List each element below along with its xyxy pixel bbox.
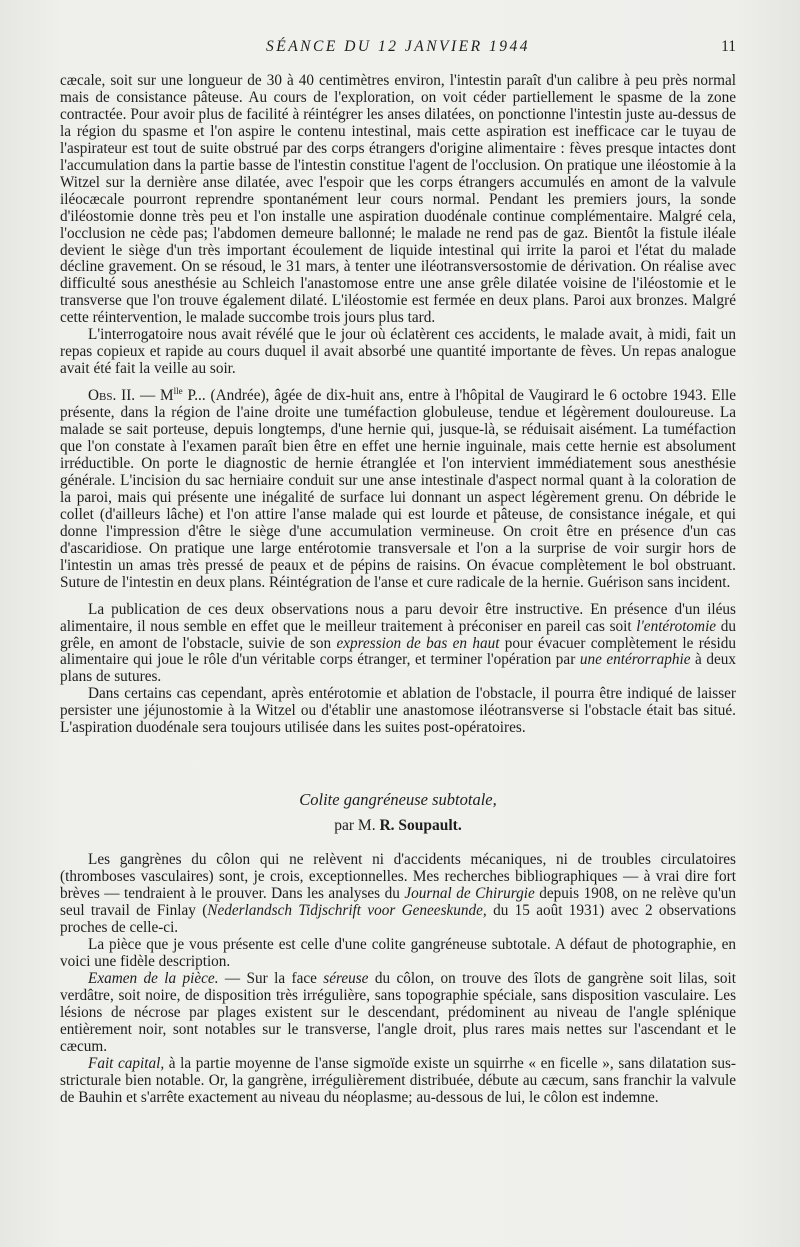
italic-run: Examen de la pièce. (88, 969, 219, 987)
body-text (60, 73, 736, 1107)
italic-run: expression de bas en haut (336, 634, 500, 652)
observation-title-prefix: M (160, 387, 174, 405)
observation-label: Obs. II. (88, 387, 136, 405)
section-title: Colite gangréneuse subtotale, (299, 790, 497, 810)
paragraph-interrogatoire: L'interrogatoire nous avait révélé que le jour où éclatèrent ces accidents, le malade avait, à midi, fait un repas copieux et rapide au cours duquel il avait absorbé une quantité importante de fèves. Un repas analogue avait été fait la veille au soir. (60, 326, 736, 378)
running-head-title: SÉANCE DU 12 JANVIER 1944 (266, 38, 530, 55)
article-paragraph-4 (60, 1056, 736, 1107)
section-byline (60, 816, 736, 836)
byline-prefix: par M. (334, 817, 380, 835)
text-run: du 15 août 1931) avec 2 observations proches de celle-ci. (60, 902, 737, 937)
italic-run: une entérorraphie (579, 651, 691, 669)
text-run: Les gangrènes du côlon qui ne relèvent ni d'accidents mécaniques, ni de troubles circulatoires (thromboses vasculaires) sont, je crois, exceptionnelles. Mes recherches bibliographiques — à vrai dire fort brèves — tendraient à le prouver. Dans les analyses du (60, 851, 736, 903)
text-run: pour évacuer complètement le résidu alimentaire qui joue le rôle d'un véritable corps étranger, et terminer l'opération par (60, 634, 737, 669)
italic-run: Nederlandsch Tidjschrift voor Geneeskunde, (207, 902, 487, 920)
article-paragraph-3 (60, 971, 736, 1056)
italic-run: l'entérotomie (636, 617, 717, 635)
text-run: du grêle, en amont de l'obstacle, suivie de son (60, 617, 737, 652)
observation-title-superscript: lle (173, 386, 183, 397)
italic-run: Journal de Chirurgie (404, 885, 535, 903)
observation-dash: — (135, 387, 161, 405)
observation-text: P... (Andrée), âgée de dix-huit ans, entre à l'hôpital de Vaugirard le 6 octobre 1943. Elle présente, dans la région de l'aine droite une tuméfaction globuleuse, tendue et légèrement douloureuse. La malade se sait porteuse, depuis longtemps, d'une hernie qui, jusque-là, se réduisait aisément. La tuméfaction que l'on constate à l'examen paraît bien être en effet une hernie inguinale, mais cette hernie est absolument irréductible. On porte le diagnostic de hernie étranglée et l'on intervient immédiatement sous anesthésie générale. L'incision du sac herniaire conduit sur une anse intestinale d'aspect normal quant à la coloration de la paroi, mais qui présente une inégalité de surface lui donnant un aspect légèrement grenu. On débride le collet (d'ailleurs lâche) et l'on attire l'anse malade qui est lourde et pâteuse, de consistance inégale, et qui donne l'impression d'être le siège d'une accumulation vermineuse. On croit être en présence d'un cas d'ascaridiose. On pratique une large entérotomie transversale et l'on a la surprise de voir surgir hors de l'intestin un amas très pressé de peaux et de pépins de raisins. On évacue complètement le bol obstruant. Suture de l'intestin en deux plans. Réintégration de l'anse et cure radicale de la hernie. Guérison sans incident. (60, 387, 736, 591)
running-head (60, 38, 736, 58)
text-run: à deux plans de sutures. (60, 651, 736, 686)
page-number: 11 (721, 38, 736, 55)
text-run: depuis 1908, on ne relève qu'un seul travail de Finlay ( (60, 885, 736, 920)
paragraph-conclusion-2: Dans certains cas cependant, après entérotomie et ablation de l'obstacle, il pourra être indiqué de laisser persister une jéjunostomie à la Witzel ou d'établir une anastomose iléotransverse si l'obstacle était bas situé. L'aspiration duodénale sera toujours utilisée dans les suites post-opératoires. (60, 685, 736, 737)
paragraph-conclusion-1 (60, 602, 736, 687)
text-run: du côlon, on trouve des îlots de gangrène soit lilas, soit verdâtre, soit noire, de disposition très irrégulière, sans topographie spéciale, sans disposition vasculaire. Les lésions de nécrose par plages existent sur le descendant, prédominent au niveau de l'angle splénique entièrement noir, sont notables sur le transverse, l'angle droit, plus rares mais nettes sur l'ascendant et le cæcum. (60, 969, 736, 1055)
text-run: La publication de ces deux observations nous a paru devoir être instructive. En présence d'un iléus alimentaire, il nous semble en effet que le meilleur traitement à préconiser en pareil cas soit (60, 600, 736, 635)
italic-run: séreuse (323, 969, 369, 987)
paragraph-observation-2 (60, 388, 736, 591)
text-run: à la partie moyenne de l'anse sigmoïde existe un squirrhe « en ficelle », sans dilatation sus-stricturale bien notable. Or, la gangrène, irrégulièrement distribuée, débute au cæcum, sans franchir la valvule de Bauhin et s'arrête exactement au niveau du néoplasme; au-dessous de lui, le côlon est indemne. (60, 1054, 736, 1106)
author-name: R. Soupault. (379, 817, 462, 835)
paragraph-continuation: cæcale, soit sur une longueur de 30 à 40 centimètres environ, l'intestin paraît d'un calibre à peu près normal mais de consistance pâteuse. Au cours de l'exploration, on voit céder partiellement le spasme de la zone contractée. Pour avoir plus de facilité à réintégrer les anses dilatées, on ponctionne l'intestin juste au-dessus de la région du spasme et l'on aspire le contenu intestinal, mais cette aspiration est inefficace car le tuyau de l'aspirateur est tout de suite obstrué par des corps étrangers d'origine alimentaire : fèves presque intactes dont l'accumulation dans la partie basse de l'intestin constitue l'agent de l'occlusion. On pratique une iléostomie à la Witzel sur la dernière anse dilatée, avec l'espoir que les corps étrangers accumulés en amont de la valvule iléocæcale pourront reprendre spontanément leur cours normal. Pendant les premiers jours, la sonde d'iléostomie donne très peu et l'on installe une aspiration duodénale continue complémentaire. Malgré cela, l'occlusion ne cède pas; l'abdomen demeure ballonné; le malade ne rend pas de gaz. Bientôt la fistule iléale devient le siège d'un très important écoulement de liquide intestinal qui irrite la paroi et l'état du malade décline gravement. On se résoud, le 31 mars, à tenter une iléotransversostomie de dérivation. On réalise avec difficulté sous anesthésie au Schleich l'anastomose entre une anse grêle dilatée voisine de l'iléostomie et le transverse que l'on trouve également dilaté. L'iléostomie est fermée en deux plans. Paroi aux bronzes. Malgré cette réintervention, le malade succombe trois jours plus tard. (60, 72, 736, 327)
article-paragraph-2: La pièce que je vous présente est celle d'une colite gangréneuse subtotale. A défaut de photographie, en voici une fidèle description. (60, 935, 736, 970)
italic-run: Fait capital, (88, 1054, 165, 1072)
article-paragraph-1 (60, 852, 736, 937)
text-run: — Sur la face (218, 969, 324, 987)
